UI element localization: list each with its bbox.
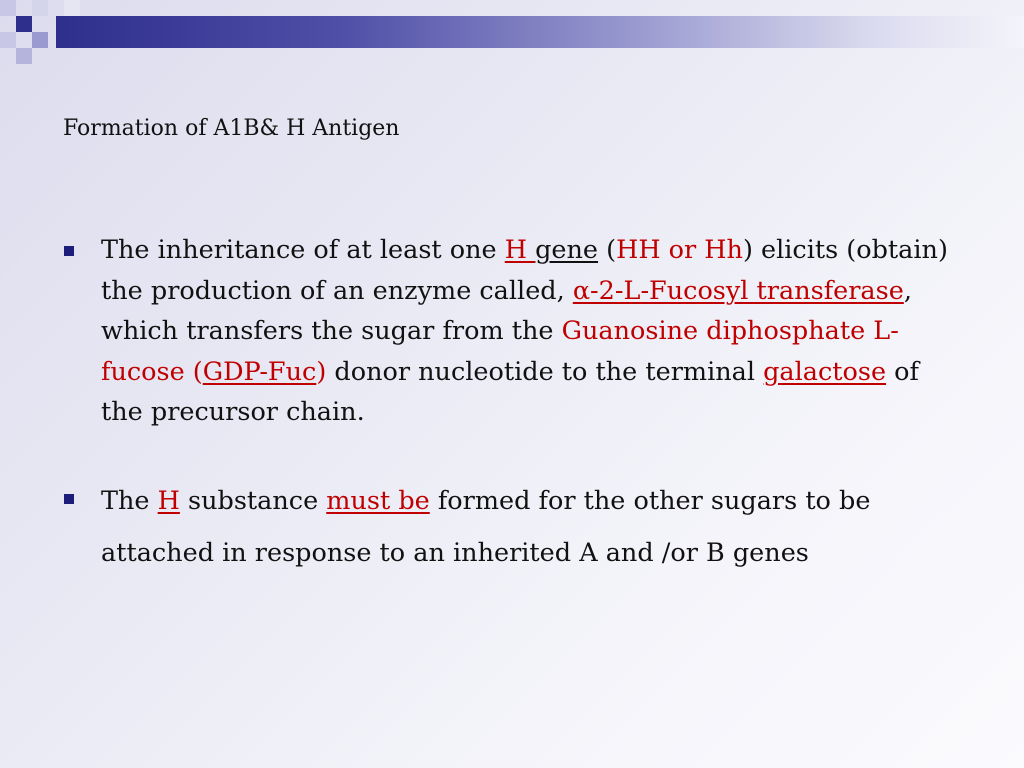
slide-title: Formation of A1B& H Antigen (63, 116, 400, 141)
text-run: ( (598, 235, 617, 265)
text-run: galactose (763, 356, 887, 387)
header-gradient-bar (56, 16, 1024, 48)
text-run: α-2-L-Fucosyl transferase (572, 275, 904, 306)
text-run: H (157, 485, 180, 516)
text-run: , which transfers the sugar from the (101, 275, 912, 346)
text-run: of the precursor chain. (101, 356, 919, 427)
text-run: H (504, 235, 536, 265)
text-run: must be (326, 485, 430, 516)
text-run: The (101, 485, 158, 516)
decor-square (0, 32, 16, 48)
bullet-square-icon (64, 246, 74, 256)
bullet-square-icon (64, 494, 74, 504)
text-run: ) elicits (obtain) the production of an enzyme called, (101, 235, 948, 306)
text-run: GDP-Fuc (202, 356, 317, 387)
text-run: Guanosine diphosphate L-fucose ( (101, 316, 899, 387)
bullet-list (60, 230, 960, 579)
bullet-item (60, 475, 960, 579)
decor-square (16, 48, 32, 64)
header-decoration (0, 0, 1024, 48)
text-run: HH or Hh (616, 235, 743, 265)
decor-square (64, 0, 80, 16)
text-run: substance (179, 485, 327, 516)
decor-square (16, 16, 32, 32)
text-run: The inheritance of at least one (101, 235, 505, 265)
text-run: donor nucleotide to the terminal (326, 356, 764, 387)
text-run: gene (535, 235, 599, 265)
decor-square (0, 0, 16, 16)
decor-square (32, 32, 48, 48)
text-run: formed for the other sugars to be attached in response to an inherited A and /or B genes (101, 485, 871, 568)
text-run: ) (316, 356, 327, 387)
decor-square (32, 0, 48, 16)
bullet-item (60, 230, 960, 433)
